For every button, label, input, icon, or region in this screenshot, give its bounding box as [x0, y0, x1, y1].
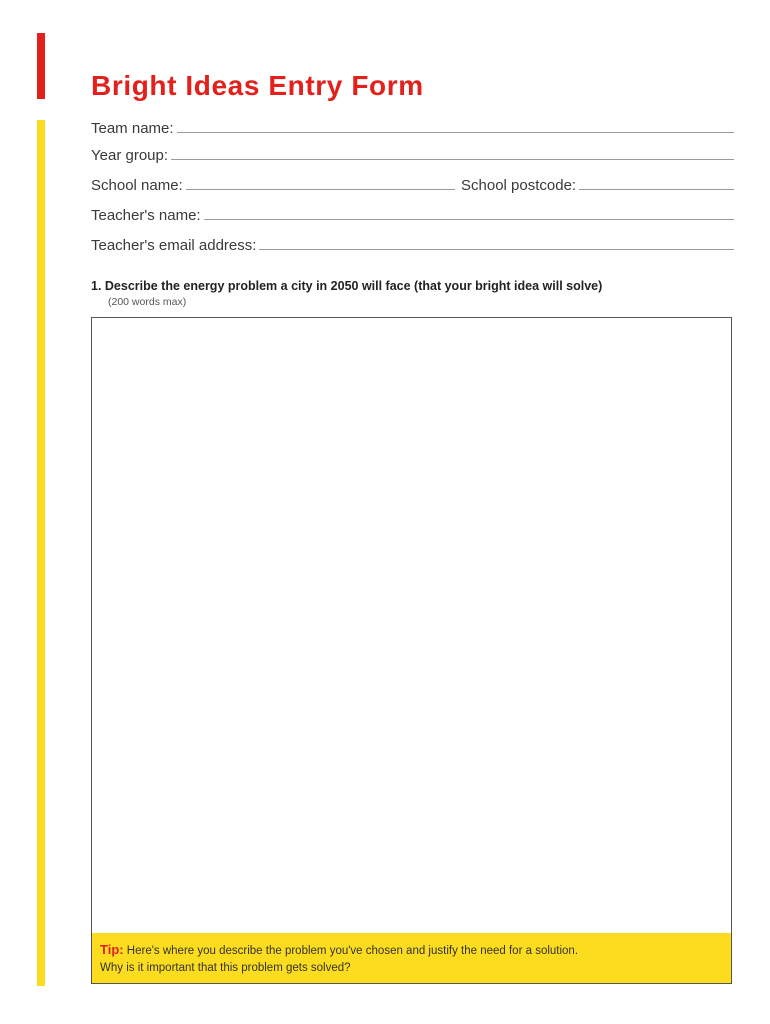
team-name-line[interactable] [177, 132, 734, 133]
school-name-line[interactable] [186, 189, 455, 190]
question-1-word-limit: (200 words max) [108, 296, 187, 308]
question-1-text: 1. Describe the energy problem a city in 2050 will face (that your bright idea will solve) [91, 279, 603, 293]
tip-line-1: Here's where you describe the problem you've chosen and justify the need for a solution. [123, 945, 579, 957]
tip-label: Tip: [100, 942, 124, 957]
teacher-name-field[interactable] [91, 204, 734, 224]
year-group-line[interactable] [171, 159, 734, 160]
tip-box [92, 933, 731, 983]
team-name-field[interactable] [91, 117, 734, 137]
tip-line-2: Why is it important that this problem gets solved? [100, 962, 351, 974]
school-postcode-line[interactable] [579, 189, 734, 190]
teacher-email-label: Teacher's email address: [91, 237, 257, 254]
year-group-field[interactable] [91, 144, 734, 164]
teacher-name-line[interactable] [204, 219, 734, 220]
yellow-accent-bar [37, 120, 45, 986]
page-title: Bright Ideas Entry Form [91, 70, 424, 101]
school-postcode-label: School postcode: [461, 177, 577, 194]
year-group-label: Year group: [91, 147, 169, 164]
red-accent-bar [37, 33, 45, 99]
school-postcode-field[interactable] [461, 174, 734, 194]
team-name-label: Team name: [91, 120, 174, 137]
school-name-field[interactable] [91, 174, 455, 194]
school-name-label: School name: [91, 177, 183, 194]
teacher-email-field[interactable] [91, 234, 734, 254]
question-1-answer-box[interactable] [91, 317, 732, 984]
teacher-email-line[interactable] [259, 249, 734, 250]
teacher-name-label: Teacher's name: [91, 207, 201, 224]
